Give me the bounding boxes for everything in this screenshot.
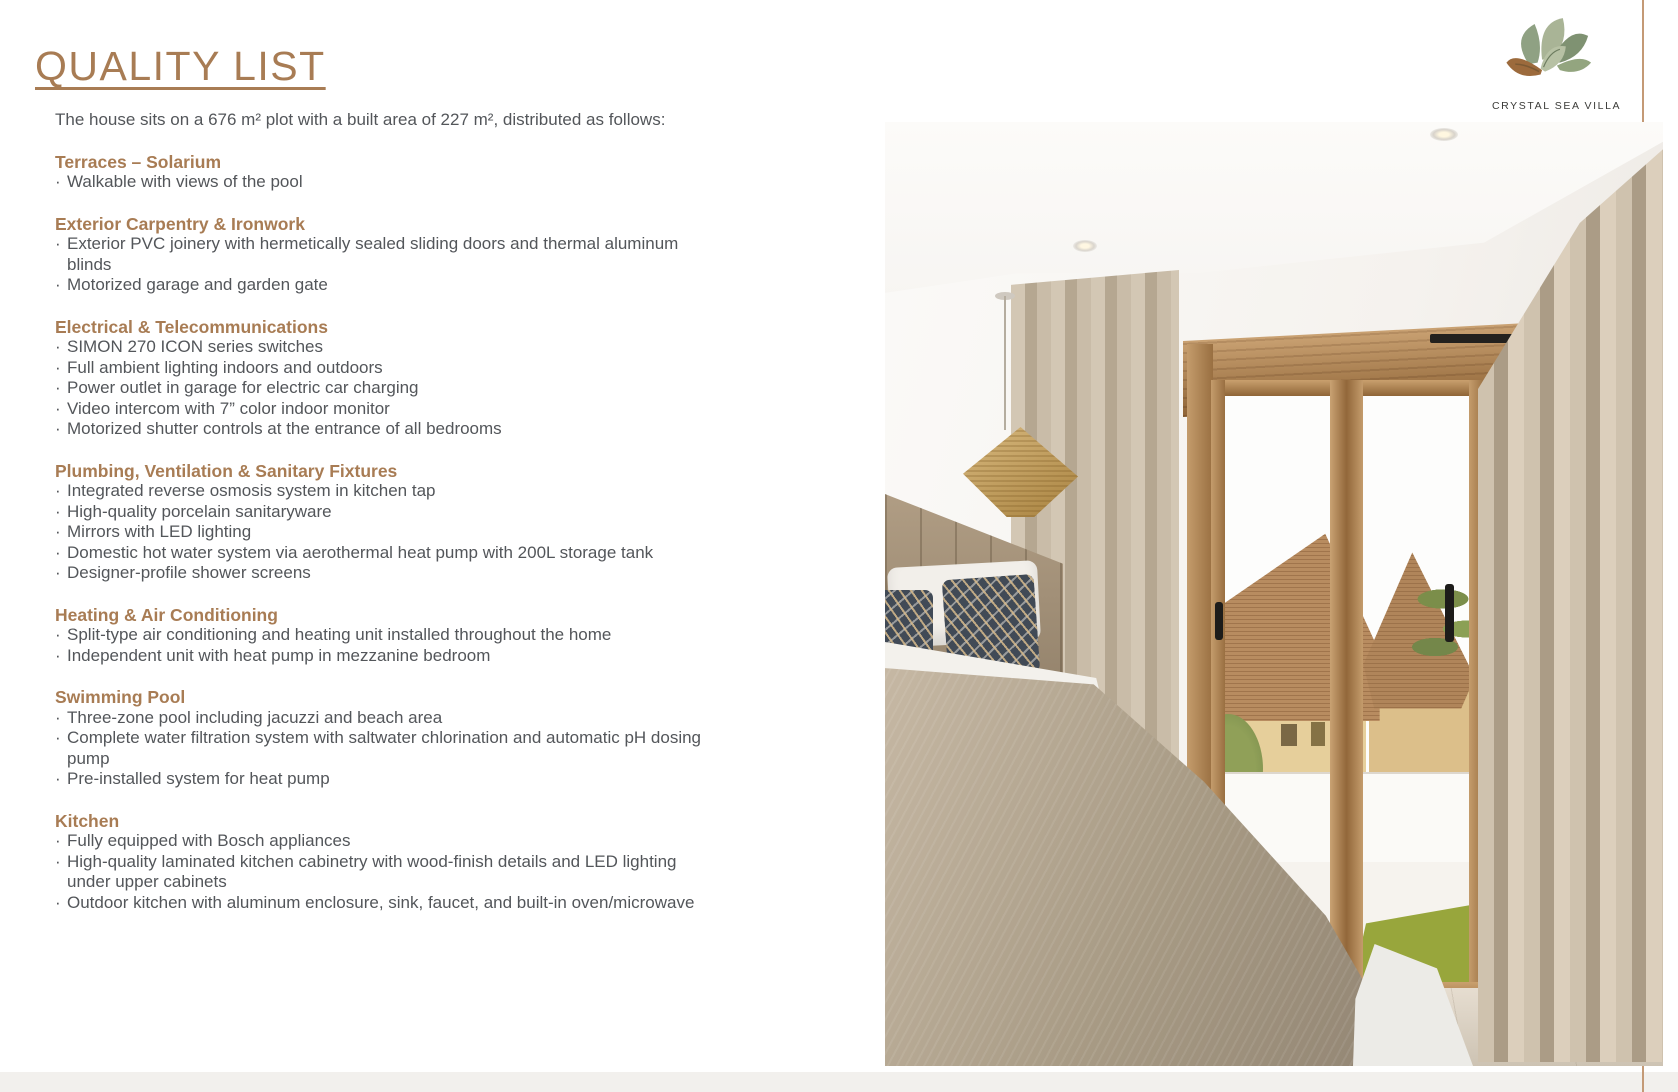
bullet-glyph: · [55, 357, 61, 377]
page-title: QUALITY LIST [35, 43, 326, 90]
spec-item [55, 563, 715, 584]
spec-item-text: Video intercom with 7” color indoor monitor [67, 398, 390, 418]
bullet-glyph: · [55, 501, 61, 521]
recessed-light [1073, 240, 1097, 252]
spec-item [55, 378, 715, 399]
bullet-glyph: · [55, 419, 61, 438]
bullet-glyph: · [55, 851, 61, 871]
brand-logo [1492, 12, 1622, 112]
spec-item [55, 419, 715, 440]
section-heading: Heating & Air Conditioning [55, 604, 278, 625]
spec-item-text: Split-type air conditioning and heating unit installed throughout the home [67, 625, 612, 644]
bullet-glyph: · [55, 172, 61, 191]
spec-item [55, 358, 715, 379]
bullet-glyph: · [55, 645, 61, 665]
spec-item-text: Walkable with views of the pool [67, 172, 303, 191]
spec-item [55, 234, 715, 275]
bullet-glyph: · [55, 831, 61, 850]
quality-section [55, 214, 769, 296]
door-stile-middle [1330, 380, 1363, 1010]
bullet-glyph: · [55, 398, 61, 418]
quality-section [55, 687, 769, 790]
spec-item [55, 728, 715, 769]
spec-item [55, 852, 715, 893]
footer-band [0, 1072, 1678, 1092]
section-list [55, 831, 715, 913]
quality-section [55, 811, 769, 914]
spec-item-text: Fully equipped with Bosch appliances [67, 831, 351, 850]
leaves-logo-icon [1496, 12, 1600, 94]
section-heading: Electrical & Telecommunications [55, 316, 328, 337]
section-heading: Terraces – Solarium [55, 151, 222, 172]
pendant-cord [1004, 296, 1006, 430]
spec-item-text: Three-zone pool including jacuzzi and beach area [67, 707, 443, 727]
brand-name: CRYSTAL SEA VILLA [1492, 100, 1622, 112]
spec-item-text: SIMON 270 ICON series switches [67, 337, 324, 356]
spec-item [55, 399, 715, 420]
spec-item-text: Complete water filtration system with saltwater chlorination and automatic pH dosing pump [67, 728, 702, 768]
spec-item-text: High-quality laminated kitchen cabinetry with wood-finish details and LED lighting under upper cabinets [67, 851, 677, 891]
bullet-glyph: · [55, 769, 61, 788]
spec-item [55, 481, 715, 502]
spec-item [55, 522, 715, 543]
spec-item [55, 275, 715, 296]
section-list [55, 172, 715, 193]
door-handle [1445, 584, 1454, 642]
spec-item [55, 337, 715, 358]
door-handle [1215, 602, 1223, 640]
section-list [55, 708, 715, 790]
section-list [55, 625, 715, 666]
quality-section [55, 152, 769, 193]
bullet-glyph: · [55, 728, 61, 747]
spec-item-text: Independent unit with heat pump in mezzanine bedroom [67, 645, 491, 665]
bedroom-photo [885, 122, 1663, 1066]
spec-item [55, 172, 715, 193]
bullet-glyph: · [55, 481, 61, 500]
spec-item-text: Exterior PVC joinery with hermetically sealed sliding doors and thermal aluminum blinds [67, 234, 679, 274]
spec-item [55, 708, 715, 729]
spec-item-text: Mirrors with LED lighting [67, 522, 252, 541]
spec-item-text: Motorized garage and garden gate [67, 275, 328, 294]
section-heading: Plumbing, Ventilation & Sanitary Fixtures [55, 460, 398, 481]
spec-item [55, 543, 715, 564]
spec-item-text: High-quality porcelain sanitaryware [67, 501, 332, 521]
bullet-glyph: · [55, 234, 61, 253]
quality-section [55, 605, 769, 667]
spec-item [55, 831, 715, 852]
section-heading: Kitchen [55, 810, 120, 831]
section-heading: Exterior Carpentry & Ironwork [55, 213, 305, 234]
bullet-glyph: · [55, 522, 61, 541]
bullet-glyph: · [55, 625, 61, 644]
bullet-glyph: · [55, 378, 61, 397]
section-heading: Swimming Pool [55, 687, 186, 707]
spec-item-text: Full ambient lighting indoors and outdoors [67, 357, 383, 377]
bullet-glyph: · [55, 542, 61, 562]
section-list [55, 337, 715, 440]
section-list [55, 481, 715, 584]
intro-paragraph: The house sits on a 676 m² plot with a built area of 227 m², distributed as follows: [55, 110, 666, 129]
spec-item [55, 625, 715, 646]
spec-item [55, 502, 715, 523]
spec-item-text: Domestic hot water system via aerothermal heat pump with 200L storage tank [67, 542, 654, 562]
recessed-light [1430, 128, 1458, 141]
bullet-glyph: · [55, 275, 61, 294]
spec-item-text: Integrated reverse osmosis system in kitchen tap [67, 481, 436, 500]
spec-item-text: Pre-installed system for heat pump [67, 769, 330, 788]
spec-item-text: Motorized shutter controls at the entrance of all bedrooms [67, 419, 502, 438]
spec-item-text: Designer-profile shower screens [67, 563, 311, 582]
quality-section [55, 317, 769, 440]
section-list [55, 234, 715, 296]
spec-item-text: Outdoor kitchen with aluminum enclosure, sink, faucet, and built-in oven/microwave [67, 892, 695, 912]
bullet-glyph: · [55, 707, 61, 727]
spec-item [55, 893, 715, 914]
spec-item [55, 769, 715, 790]
bullet-glyph: · [55, 337, 61, 356]
bullet-glyph: · [55, 892, 61, 912]
spec-item-text: Power outlet in garage for electric car charging [67, 378, 419, 397]
view-house-window [1281, 724, 1297, 746]
view-house-window [1311, 722, 1325, 746]
quality-section [55, 461, 769, 584]
bullet-glyph: · [55, 563, 61, 582]
spec-item [55, 646, 715, 667]
quality-sections [55, 110, 769, 913]
